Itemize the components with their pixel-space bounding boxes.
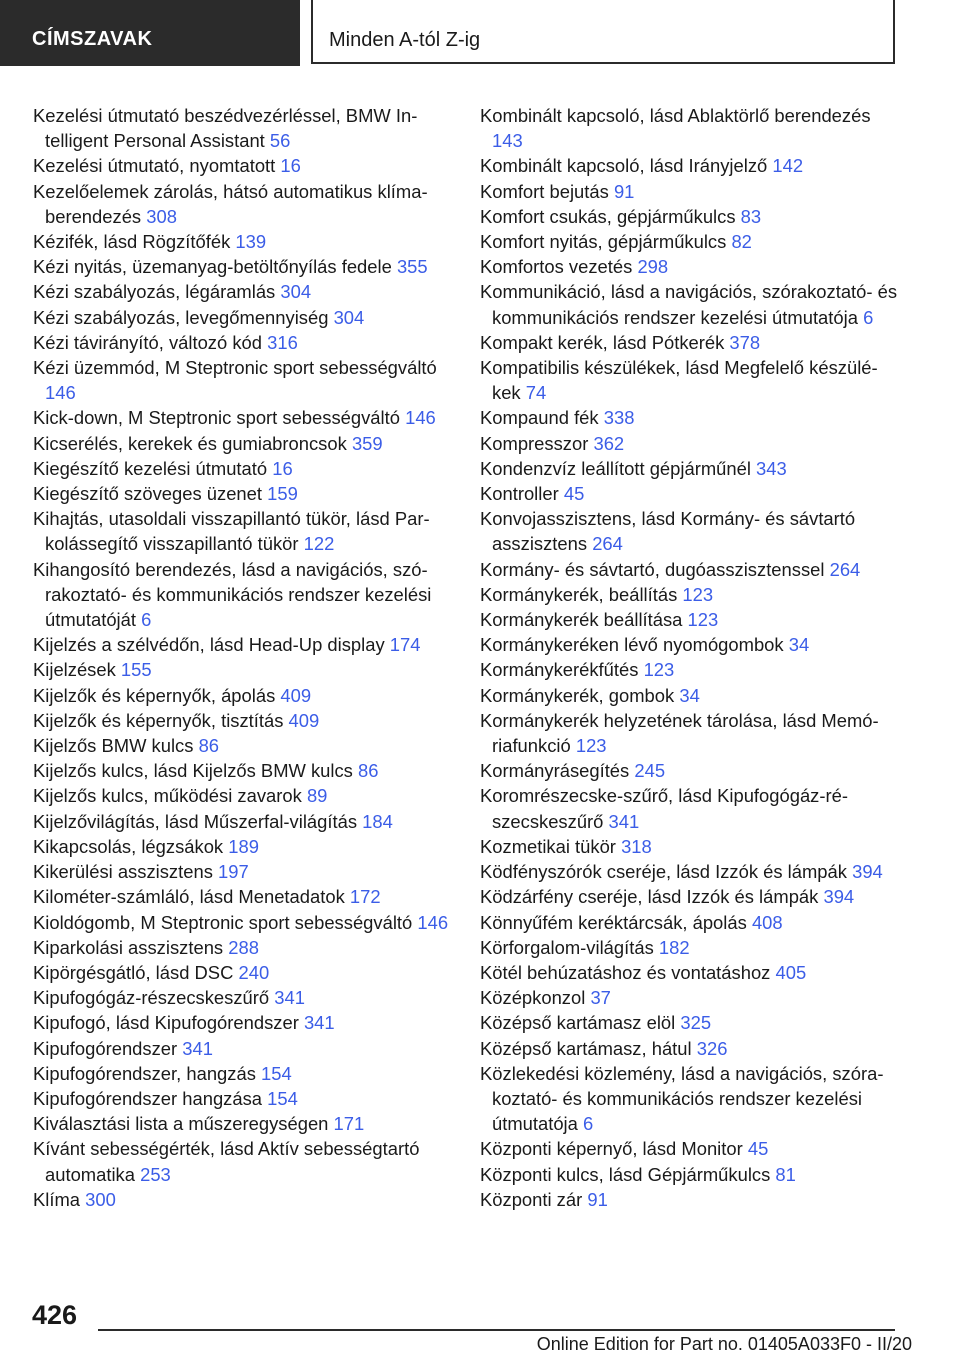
index-entry <box>480 657 900 682</box>
entry-text: Kilométer-számláló, lásd Menetadatok <box>33 886 345 908</box>
page-link[interactable]: 298 <box>637 256 669 278</box>
index-entry <box>33 935 453 960</box>
page-link[interactable]: 154 <box>267 1087 298 1109</box>
entry-text: Központi kulcs, lásd Gépjárműkulcs <box>480 1163 771 1185</box>
page-link[interactable]: 16 <box>280 155 301 177</box>
entry-text: Kompatibilis készülékek, lásd Megfelelő készülékek <box>480 357 878 404</box>
index-entry <box>33 985 453 1010</box>
index-entry <box>33 733 453 758</box>
entry-text: Kick-down, M Steptronic sport sebességváltó <box>33 407 400 429</box>
index-entry <box>33 758 453 783</box>
entry-text: Kiegészítő szöveges üzenet <box>33 483 263 505</box>
index-entry <box>480 1010 900 1035</box>
entry-text: Konvojasszisztens, lásd Kormány- és sávtartó asszisztens <box>480 508 856 555</box>
index-entry <box>33 884 453 909</box>
entry-text: Kézi üzemmód, M Steptronic sport sebességváltó <box>33 357 437 379</box>
index-entry <box>33 506 453 556</box>
index-entry <box>33 279 453 304</box>
page-link[interactable]: 341 <box>182 1037 213 1059</box>
entry-text: Kötél behúzatáshoz és vontatáshoz <box>480 961 771 983</box>
page-link[interactable]: 146 <box>405 407 436 429</box>
page-link[interactable]: 123 <box>687 609 719 631</box>
index-entry <box>33 481 453 506</box>
index-entry <box>33 1010 453 1035</box>
entry-text: Kombinált kapcsoló, lásd Ablaktörlő berendezés <box>480 105 871 126</box>
entry-text: Kormány- és sávtartó, dugóasszisztenssel <box>480 558 825 580</box>
index-entry <box>480 405 900 430</box>
index-entry <box>480 431 900 456</box>
entry-text: Kihangosító berendezés, lásd a navigációs, szórakoztató- és kommunikációs rendszer kezelési útmutatóját <box>33 558 432 631</box>
page-link[interactable]: 91 <box>587 1188 608 1210</box>
page-link[interactable]: 264 <box>829 558 861 580</box>
page-link[interactable]: 6 <box>863 306 874 328</box>
entry-text: Komfort csukás, gépjárműkulcs <box>480 205 736 227</box>
entry-text: Kontroller <box>480 483 559 505</box>
index-entry <box>480 1061 900 1137</box>
page-link[interactable]: 318 <box>621 835 652 857</box>
index-entry <box>480 607 900 632</box>
page-link[interactable]: 362 <box>593 432 625 454</box>
entry-text: Kormánykerék beállítása <box>480 609 683 631</box>
index-entry <box>480 1162 900 1187</box>
index-entry <box>480 456 900 481</box>
index-entry <box>480 229 900 254</box>
index-entry <box>33 103 453 153</box>
entry-text: Kezelési útmutató beszédvezérléssel, BMW Intelligent Personal Assistant <box>33 105 418 152</box>
index-entry <box>33 1136 453 1186</box>
entry-text: Kipufogórendszer, hangzás <box>33 1062 256 1084</box>
entry-text: Kondenzvíz leállított gépjárműnél <box>480 457 751 479</box>
page-link[interactable]: 405 <box>775 961 807 983</box>
page-link[interactable]: 74 <box>525 382 547 404</box>
index-column-left <box>33 103 453 1212</box>
index-entry <box>33 960 453 985</box>
index-entry <box>33 456 453 481</box>
entry-text: Kommunikáció, lásd a navigációs, szórakoztató- és kommunikációs rendszer kezelési útmutatója <box>480 281 898 328</box>
page-header <box>0 0 960 66</box>
page-link[interactable]: 182 <box>658 936 690 958</box>
page-link[interactable]: 409 <box>288 709 320 731</box>
page-link[interactable]: 409 <box>280 684 312 706</box>
index-entry <box>480 355 900 405</box>
index-entry <box>480 935 900 960</box>
footer-rule <box>98 1329 895 1331</box>
entry-text: Komfortos vezetés <box>480 256 633 278</box>
index-entry <box>480 1036 900 1061</box>
page-link[interactable]: 81 <box>775 1163 796 1185</box>
page-link[interactable]: 139 <box>235 231 267 253</box>
entry-text: Kézi nyitás, üzemanyag-betöltőnyílás fedele <box>33 256 392 278</box>
page-link[interactable]: 304 <box>333 306 365 328</box>
page-link[interactable]: 300 <box>85 1188 116 1210</box>
index-entry <box>480 330 900 355</box>
entry-text: Kézi távirányító, változó kód <box>33 331 262 353</box>
entry-text: Kiválasztási lista a műszeregységen <box>33 1113 329 1135</box>
entry-text: Kipufogórendszer hangzása <box>33 1087 263 1109</box>
page-link[interactable]: 143 <box>492 130 523 152</box>
index-entry <box>480 179 900 204</box>
page-link[interactable]: 91 <box>613 180 635 202</box>
page-link[interactable]: 341 <box>303 1012 335 1034</box>
entry-text: Kozmetikai tükör <box>480 835 616 857</box>
entry-text: Kijelzős BMW kulcs <box>33 735 194 757</box>
entry-text: Kioldógomb, M Steptronic sport sebességváltó <box>33 911 413 933</box>
entry-text: Kipufogógáz-részecskeszűrő <box>33 987 270 1009</box>
index-entry <box>480 632 900 657</box>
entry-text: Kormányrásegítés <box>480 760 630 782</box>
page-link[interactable]: 89 <box>306 785 328 807</box>
index-entry <box>480 884 900 909</box>
entry-text: Kézi szabályozás, levegőmennyiség <box>33 306 329 328</box>
index-entry <box>480 204 900 229</box>
entry-text: Kipufogórendszer <box>33 1037 178 1059</box>
entry-text: Kipörgésgátló, lásd DSC <box>33 961 234 983</box>
entry-text: Kikapcsolás, légzsákok <box>33 835 224 857</box>
entry-text: Központi zár <box>480 1188 583 1210</box>
entry-text: Kijelzővilágítás, lásd Műszerfal-világítás <box>33 810 358 832</box>
page-link[interactable]: 253 <box>140 1163 171 1185</box>
index-entry <box>480 708 900 758</box>
entry-text: Ködfényszórók cseréje, lásd Izzók és lámpák <box>480 861 847 883</box>
index-entry <box>33 254 453 279</box>
index-entry <box>33 632 453 657</box>
page-link[interactable]: 123 <box>682 583 714 605</box>
entry-text: Kormánykerék, gombok <box>480 684 675 706</box>
index-entry <box>33 557 453 633</box>
entry-text: Középkonzol <box>480 987 586 1009</box>
index-entry <box>33 1061 453 1086</box>
index-entry <box>480 481 900 506</box>
entry-text: Középső kartámasz elöl <box>480 1012 676 1034</box>
page-link[interactable]: 174 <box>389 634 421 656</box>
index-entry <box>33 405 453 430</box>
page-link[interactable]: 34 <box>788 634 810 656</box>
page-link[interactable]: 123 <box>643 659 675 681</box>
entry-text: Kézi szabályozás, légáramlás <box>33 281 276 303</box>
page-link[interactable]: 6 <box>141 609 152 631</box>
entry-text: Kompakt kerék, lásd Pótkerék <box>480 331 725 353</box>
index-entry <box>480 254 900 279</box>
page-link[interactable]: 154 <box>261 1062 292 1084</box>
edition-footer: Online Edition for Part no. 01405A033F0 - II/20 <box>536 1334 912 1354</box>
index-entry <box>480 683 900 708</box>
index-entry <box>480 859 900 884</box>
section-title: Minden A-tól Z-ig <box>311 0 895 64</box>
entry-text: Kijelzés a szélvédőn, lásd Head-Up display <box>33 634 385 656</box>
entry-text: Kezelőelemek zárolás, hátsó automatikus klímaberendezés <box>33 180 428 227</box>
index-entry <box>33 708 453 733</box>
entry-text: Kijelzések <box>33 659 116 681</box>
entry-text: Kijelzők és képernyők, tisztítás <box>33 709 284 731</box>
index-entry <box>33 834 453 859</box>
page-link[interactable]: 359 <box>351 432 383 454</box>
page-link[interactable]: 37 <box>590 987 611 1009</box>
index-entry <box>33 431 453 456</box>
entry-text: Kicserélés, kerekek és gumiabroncsok <box>33 432 347 454</box>
page-link[interactable]: 6 <box>583 1113 594 1135</box>
index-entry <box>480 834 900 859</box>
page-link[interactable]: 240 <box>238 961 270 983</box>
page-link[interactable]: 122 <box>303 533 335 555</box>
entry-text: Kipufogó, lásd Kipufogórendszer <box>33 1012 299 1034</box>
entry-text: Kompaund fék <box>480 407 599 429</box>
entry-text: Kijelzős kulcs, lásd Kijelzős BMW kulcs <box>33 760 353 782</box>
entry-text: Ködzárfény cseréje, lásd Izzók és lámpák <box>480 886 819 908</box>
page-link[interactable]: 288 <box>228 936 259 958</box>
entry-text: Könnyűfém keréktárcsák, ápolás <box>480 911 747 933</box>
index-entry <box>480 783 900 833</box>
page-link[interactable]: 341 <box>274 987 305 1009</box>
page-link[interactable]: 123 <box>575 735 607 757</box>
page-link[interactable]: 316 <box>267 331 298 353</box>
index-entry <box>33 1036 453 1061</box>
page-link[interactable]: 408 <box>751 911 783 933</box>
page-link[interactable]: 56 <box>269 130 291 152</box>
index-entry <box>33 657 453 682</box>
index-entry <box>33 1111 453 1136</box>
page-link[interactable]: 45 <box>563 483 585 505</box>
index-entry <box>480 1187 900 1212</box>
page-link[interactable]: 16 <box>272 457 293 479</box>
index-entry <box>480 1136 900 1161</box>
page-link[interactable]: 197 <box>218 861 249 883</box>
page-link[interactable]: 325 <box>680 1012 712 1034</box>
page-link[interactable]: 343 <box>756 457 787 479</box>
entry-text: Kormánykeréken lévő nyomógombok <box>480 634 784 656</box>
page-link[interactable]: 146 <box>417 911 449 933</box>
page-link[interactable]: 82 <box>731 231 752 253</box>
entry-text: Kihajtás, utasoldali visszapillantó tükör, lásd Parkolássegítő visszapillantó tükör <box>33 508 430 555</box>
index-entry <box>480 557 900 582</box>
entry-text: Kompresszor <box>480 432 589 454</box>
page-link[interactable]: 341 <box>608 810 640 832</box>
page-link[interactable]: 146 <box>45 382 76 404</box>
entry-text: Koromrészecske-szűrő, lásd Kipufogógáz-részecskeszűrő <box>480 785 848 832</box>
index-entry <box>480 758 900 783</box>
entry-text: Kívánt sebességérték, lásd Aktív sebességtartó automatika <box>33 1138 420 1185</box>
index-column-right <box>480 103 900 1212</box>
page-link[interactable]: 326 <box>696 1037 728 1059</box>
entry-text: Kormánykerék, beállítás <box>480 583 678 605</box>
index-entry <box>480 960 900 985</box>
entry-text: Kijelzők és képernyők, ápolás <box>33 684 276 706</box>
entry-text: Komfort bejutás <box>480 180 609 202</box>
page-link[interactable]: 83 <box>740 205 762 227</box>
index-entry <box>33 683 453 708</box>
index-entry <box>480 985 900 1010</box>
index-entry <box>33 1187 453 1212</box>
page-number: 426 <box>32 1300 78 1330</box>
page-link[interactable]: 394 <box>823 886 855 908</box>
entry-text: Kézifék, lásd Rögzítőfék <box>33 231 231 253</box>
index-entry <box>33 355 453 405</box>
index-entry <box>480 582 900 607</box>
page-link[interactable]: 86 <box>198 735 220 757</box>
page-link[interactable]: 45 <box>747 1138 769 1160</box>
index-entry <box>33 783 453 808</box>
entry-text: Középső kartámasz, hátul <box>480 1037 692 1059</box>
page-link[interactable]: 34 <box>679 684 700 706</box>
index-entry <box>33 809 453 834</box>
entry-text: Kiegészítő kezelési útmutató <box>33 457 268 479</box>
page-link[interactable]: 338 <box>603 407 635 429</box>
index-entry <box>480 153 900 178</box>
index-entry <box>33 910 453 935</box>
index-entry <box>480 279 900 329</box>
index-entry <box>480 506 900 556</box>
entry-text: Kormánykerékfűtés <box>480 659 639 681</box>
index-entry <box>480 910 900 935</box>
page-link[interactable]: 378 <box>729 331 761 353</box>
index-entry <box>480 103 900 153</box>
page-link[interactable]: 172 <box>349 886 381 908</box>
page-link[interactable]: 394 <box>852 861 883 883</box>
page-link[interactable]: 155 <box>120 659 152 681</box>
index-entry <box>33 1086 453 1111</box>
index-entry <box>33 330 453 355</box>
entry-text: Kikerülési asszisztens <box>33 861 213 883</box>
index-entry <box>33 859 453 884</box>
page-link[interactable]: 189 <box>228 835 259 857</box>
page-link[interactable]: 264 <box>592 533 623 555</box>
index-entry <box>33 179 453 229</box>
entry-text: Komfort nyitás, gépjárműkulcs <box>480 231 727 253</box>
page-link[interactable]: 184 <box>362 810 393 832</box>
entry-text: Kormánykerék helyzetének tárolása, lásd Memóriafunkció <box>480 709 879 757</box>
entry-text: Kombinált kapcsoló, lásd Irányjelző <box>480 155 768 177</box>
entry-text: Kiparkolási asszisztens <box>33 936 224 958</box>
entry-text: Körforgalom-világítás <box>480 936 654 958</box>
entry-text: Klíma <box>33 1188 81 1210</box>
page-link[interactable]: 171 <box>333 1113 365 1135</box>
page-link[interactable]: 142 <box>772 155 804 177</box>
index-entry <box>33 305 453 330</box>
page-link[interactable]: 86 <box>358 760 379 782</box>
page-link[interactable]: 355 <box>396 256 428 278</box>
index-entry <box>33 229 453 254</box>
entry-text: Kezelési útmutató, nyomtatott <box>33 155 276 177</box>
page-link[interactable]: 308 <box>146 205 177 227</box>
index-entry <box>33 153 453 178</box>
page-link[interactable]: 159 <box>267 483 298 505</box>
entry-text: Kijelzős kulcs, működési zavarok <box>33 785 302 807</box>
entry-text: Központi képernyő, lásd Monitor <box>480 1138 743 1160</box>
page-link[interactable]: 245 <box>634 760 666 782</box>
entry-text: Közlekedési közlemény, lásd a navigációs, szórakoztató- és kommunikációs rendszer kezelési útmutatója <box>480 1062 884 1135</box>
keywords-tab: CÍMSZAVAK <box>0 0 300 66</box>
page-link[interactable]: 304 <box>280 281 312 303</box>
